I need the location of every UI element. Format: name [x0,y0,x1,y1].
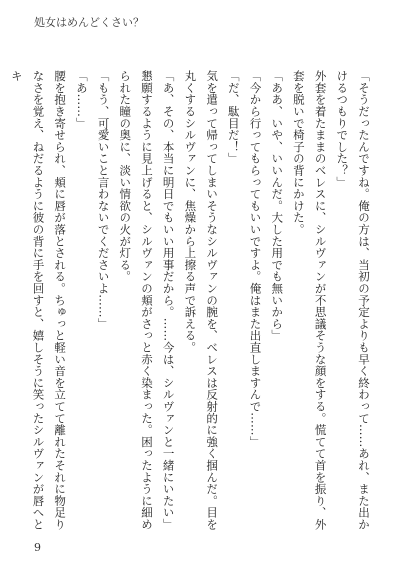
page-number: 9 [34,541,41,554]
body-text [9,70,374,532]
paragraph: 外套を着たままのベレスに、シルヴァンが不思議そうな顔をする。慌てて首を振り、外套を脱いで椅子の背にかけた。 [291,70,328,531]
running-title: 処女はめんどくさい？ [34,16,144,29]
paragraph: 「ああ、いや、いいんだ。大した用でも無いから」 [270,70,285,342]
paragraph: 懇願するように見上げると、シルヴァンの頬がさっと赤く染まった。困ったように細められた瞳の奥に、淡い情欲の火が灯る。 [118,70,154,531]
paragraph: 「あ……」 [74,70,89,129]
paragraph: 腰を抱き寄せられ、頬に唇が落とされる。ちゅっと軽い音を立てて離れたそれに物足りなさを覚え、ねだるように彼の背に手を回すと、嬉しそうに笑ったシルヴァンが唇へとキ [9,70,68,531]
paragraph: 「もう、可愛いこと言わないでくださいよ……」 [96,70,111,330]
paragraph: 気を遣って帰ってしまいそうなシルヴァンの腕を、ベレスは反射的に強く掴んだ。目を丸くするシルヴァンに、焦燥から上擦る声で訴える。 [183,70,220,531]
paragraph: 「そうだったんですね。俺の方は、当初の予定よりも早く終わって……あれ、また出かけるつもりでした？」 [335,70,371,531]
paragraph: 「だ、駄目だ！」 [226,70,241,165]
paragraph: 「今から行ってもらってもいいですよ。俺はまた出直しますんで……」 [248,70,263,448]
paragraph: 「あ、その、本当に明日でもいい用事だから。……今は、シルヴァンと一緒にいたい」 [161,70,176,531]
